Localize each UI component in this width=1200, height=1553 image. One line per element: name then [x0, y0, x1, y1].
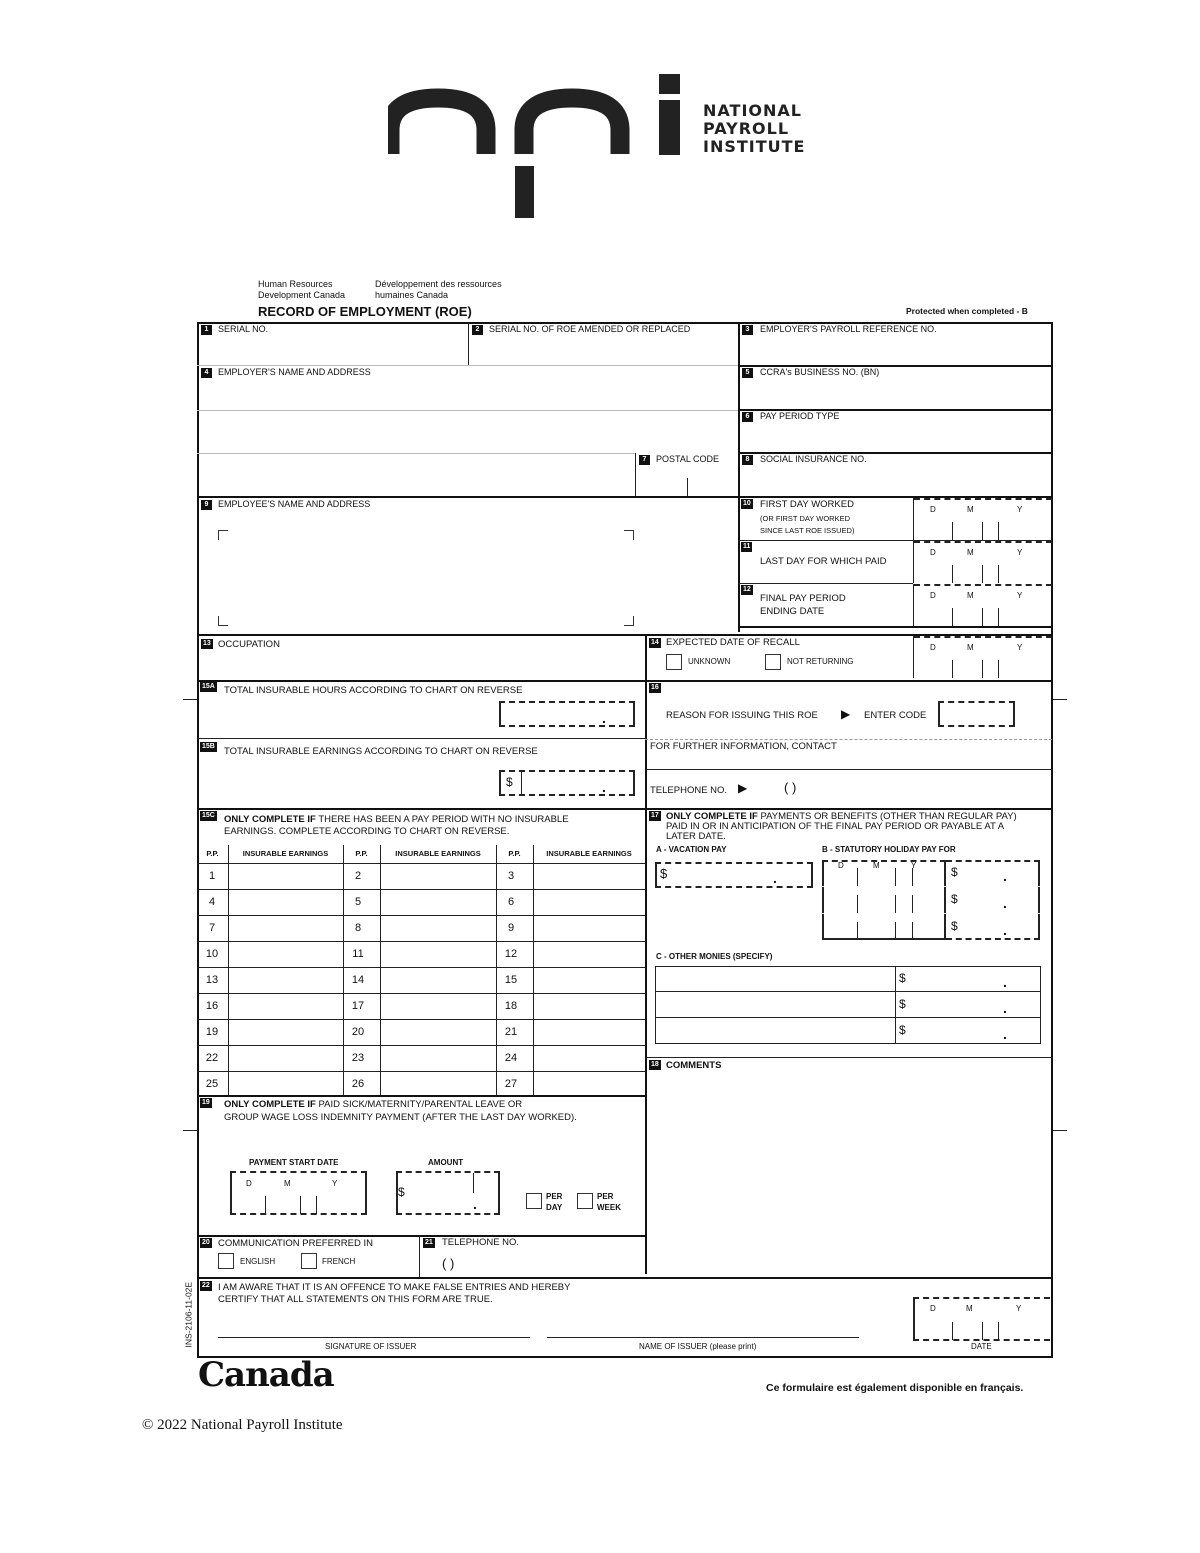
pp-header-2: P.P.: [355, 849, 368, 858]
expected-recall-date-y: Y: [1017, 643, 1023, 652]
last-day-paid-dash-top: [914, 541, 1052, 543]
field-13-label: OCCUPATION: [218, 639, 280, 650]
comments-input[interactable]: [650, 1075, 1048, 1271]
pp-number: 20: [351, 1026, 365, 1038]
holiday-decimal-2: .: [1003, 922, 1007, 938]
per-week-checkbox[interactable]: [577, 1193, 593, 1209]
telephone-label: TELEPHONE NO.: [650, 785, 728, 796]
pp-earnings-cell[interactable]: [228, 941, 343, 967]
insurable-hours-box[interactable]: [499, 701, 635, 727]
first-day-worked-date-d: D: [930, 505, 936, 514]
pp-earnings-cell[interactable]: [380, 1019, 496, 1045]
pp-earnings-cell[interactable]: [533, 1071, 645, 1097]
other-monies-currency-2: $: [899, 1023, 906, 1037]
telephone-parens[interactable]: ( ): [784, 780, 797, 795]
field-11-num: 11: [743, 543, 751, 550]
issue-date-y: Y: [1016, 1304, 1022, 1313]
field-15c-rest: THERE HAS BEEN A PAY PERIOD WITH NO INSURABLE: [315, 814, 569, 825]
pp-earnings-cell[interactable]: [228, 863, 343, 889]
field-18-num: 18: [651, 1061, 659, 1068]
dept-en-line1: Human Resources: [258, 279, 333, 289]
final-pay-period-date-y: Y: [1017, 591, 1023, 600]
pp-earnings-cell[interactable]: [228, 889, 343, 915]
field-14-num: 14: [651, 639, 659, 646]
pp-col-line-1: [343, 845, 344, 1097]
english-label: ENGLISH: [240, 1257, 276, 1266]
field-22-line2: CERTIFY THAT ALL STATEMENTS ON THIS FORM ARE TRUE.: [218, 1294, 493, 1305]
field-1-num: 1: [201, 325, 212, 335]
first-day-worked-date-y: Y: [1017, 505, 1023, 514]
final-pay-period-dash-top: [914, 584, 1052, 586]
brand-name: [703, 102, 805, 156]
pp-earnings-cell[interactable]: [228, 915, 343, 941]
pp-earnings-cell[interactable]: [228, 1071, 343, 1097]
pp-earnings-cell[interactable]: [228, 993, 343, 1019]
amount-decimal: .: [473, 1196, 477, 1212]
pp-earnings-cell[interactable]: [228, 1045, 343, 1071]
dept-en-line2: Development Canada: [258, 290, 346, 300]
recall-unknown-label: UNKNOWN: [688, 657, 731, 666]
field-10-label: FIRST DAY WORKED: [760, 499, 854, 510]
other-monies-currency-1: $: [899, 997, 906, 1011]
pp-number: 12: [504, 948, 518, 960]
field-6-label: PAY PERIOD TYPE: [760, 411, 840, 421]
pp-number: 6: [507, 896, 515, 908]
expected-recall-dash-top: [914, 636, 1052, 638]
other-monies-row-1[interactable]: [655, 992, 1041, 1018]
pp-number: 14: [351, 974, 365, 986]
pp-number: 16: [205, 1000, 219, 1012]
field-22-num: 22: [202, 1282, 210, 1289]
pp-number: 24: [504, 1052, 518, 1064]
last-day-paid-tick2: [982, 565, 983, 583]
pp-number: 8: [354, 922, 362, 934]
field-5-label: CCRA's BUSINESS NO. (BN): [760, 367, 880, 377]
last-day-paid-date-d: D: [930, 548, 936, 557]
final-pay-period-tick3: [998, 608, 999, 626]
holiday-date-box-1[interactable]: [822, 887, 946, 913]
earnings-currency: $: [506, 775, 513, 789]
field-8-label: SOCIAL INSURANCE NO.: [760, 454, 867, 464]
field-4-num: 4: [201, 368, 212, 378]
first-day-worked-date-m: M: [967, 505, 974, 514]
pp-earnings-cell[interactable]: [380, 889, 496, 915]
field-19-bold: ONLY COMPLETE IF: [224, 1099, 316, 1110]
final-pay-period-tick2: [982, 608, 983, 626]
field-17-rest: PAYMENTS OR BENEFITS (OTHER THAN REGULAR PAY): [757, 811, 1017, 822]
pp-number: 23: [351, 1052, 365, 1064]
form-title: RECORD OF EMPLOYMENT (ROE): [258, 304, 472, 319]
first-day-worked-date-box[interactable]: [913, 498, 1052, 540]
field-15c-label: [224, 815, 569, 825]
holiday-tick: [912, 922, 913, 940]
field-19-label: [224, 1100, 522, 1110]
form-code: INS-2106-11-02E: [183, 1281, 194, 1348]
field-10-sub2: SINCE LAST ROE ISSUED): [760, 526, 855, 535]
other-monies-decimal-0: .: [1003, 974, 1007, 990]
holiday-date-box-2[interactable]: [822, 914, 946, 940]
issuer-name-line[interactable]: [547, 1337, 859, 1338]
payment-start-label: PAYMENT START DATE: [249, 1158, 339, 1167]
pp-earnings-cell[interactable]: [380, 993, 496, 1019]
pp-number: 4: [208, 896, 216, 908]
pp-number: 18: [504, 1000, 518, 1012]
serial-amended-input[interactable]: [470, 338, 736, 364]
protected-note: Protected when completed - B: [906, 306, 1028, 316]
field-21-num: 21: [425, 1239, 433, 1246]
pp-number: 13: [205, 974, 219, 986]
pp-number: 5: [354, 896, 362, 908]
pp-earnings-cell[interactable]: [380, 941, 496, 967]
pp-earnings-cell[interactable]: [380, 1071, 496, 1097]
field-14-label: EXPECTED DATE OF RECALL: [666, 637, 800, 648]
recall-not-returning-label: NOT RETURNING: [787, 657, 854, 666]
pp-earnings-cell[interactable]: [533, 993, 645, 1019]
copyright: © 2022 National Payroll Institute: [142, 1417, 343, 1433]
occupation-input[interactable]: [200, 652, 640, 678]
per-week-label2: WEEK: [597, 1203, 621, 1212]
other-monies-divider: [895, 992, 896, 1018]
reason-label: REASON FOR ISSUING THIS ROE: [666, 710, 818, 721]
field-12-num: 12: [743, 586, 751, 593]
reason-arrow: ▶: [841, 707, 851, 721]
field-17-line3: LATER DATE.: [666, 831, 726, 842]
pp-header-5: INSURABLE EARNINGS: [546, 849, 632, 858]
pp-earnings-cell[interactable]: [380, 1045, 496, 1071]
field-18-label: COMMENTS: [666, 1060, 722, 1071]
holiday-m: M: [873, 861, 880, 870]
last-day-paid-tick1: [952, 565, 953, 583]
first-day-worked-dash-top: [914, 498, 1052, 500]
pp-earnings-cell[interactable]: [533, 1045, 645, 1071]
french-label: FRENCH: [322, 1257, 356, 1266]
holiday-decimal-0: .: [1003, 868, 1007, 884]
english-checkbox[interactable]: [218, 1253, 234, 1269]
other-monies-decimal-2: .: [1003, 1026, 1007, 1042]
serial-no-input[interactable]: [200, 338, 466, 364]
pp-number: 19: [205, 1026, 219, 1038]
dept-fr-line1: Développement des ressources: [375, 279, 502, 289]
hours-decimal: .: [602, 710, 606, 726]
field-21-label: TELEPHONE NO.: [442, 1237, 520, 1248]
payment-start-date-box[interactable]: [230, 1171, 367, 1215]
amount-currency: $: [398, 1185, 405, 1199]
field-15b-label: TOTAL INSURABLE EARNINGS ACCORDING TO CHART ON REVERSE: [224, 746, 538, 757]
holiday-amount-box-2[interactable]: [946, 914, 1040, 940]
npi-logo: [388, 74, 688, 220]
signature-line[interactable]: [218, 1337, 530, 1338]
other-monies-divider: [895, 1018, 896, 1044]
start-date-d: D: [246, 1179, 252, 1188]
holiday-currency-0: $: [951, 865, 958, 879]
pp-number: 1: [208, 870, 216, 882]
field-22-line1: I AM AWARE THAT IT IS AN OFFENCE TO MAKE FALSE ENTRIES AND HEREBY: [218, 1282, 571, 1293]
pp-number: 9: [507, 922, 515, 934]
issue-date-m: M: [966, 1304, 973, 1313]
per-week-label1: PER: [597, 1192, 614, 1201]
holiday-currency-2: $: [951, 919, 958, 933]
amount-box[interactable]: [396, 1171, 500, 1215]
pp-header-1: INSURABLE EARNINGS: [242, 849, 329, 858]
other-monies-decimal-1: .: [1003, 1000, 1007, 1016]
field-17-num: 17: [651, 812, 659, 819]
pp-earnings-cell[interactable]: [228, 967, 343, 993]
pp-earnings-cell[interactable]: [533, 889, 645, 915]
issuer-name-label: NAME OF ISSUER (please print): [639, 1342, 757, 1351]
holiday-currency-1: $: [951, 892, 958, 906]
pp-earnings-cell[interactable]: [380, 863, 496, 889]
brand-name-line1: NATIONAL: [703, 101, 802, 120]
field-19-rest: PAID SICK/MATERNITY/PARENTAL LEAVE OR: [315, 1099, 523, 1110]
last-day-paid-tick3: [998, 565, 999, 583]
holiday-d: D: [838, 861, 844, 870]
final-pay-period-date-m: M: [967, 591, 974, 600]
telephone-arrow: ▶: [738, 781, 748, 795]
vacation-pay-label: A - VACATION PAY: [656, 845, 727, 854]
expected-recall-tick3: [998, 660, 999, 678]
recall-unknown-checkbox[interactable]: [666, 654, 682, 670]
field-3-label: EMPLOYER'S PAYROLL REFERENCE NO.: [760, 324, 937, 334]
field-2-num: 2: [472, 325, 483, 335]
vacation-pay-box[interactable]: [655, 862, 813, 888]
field-4-label: EMPLOYER'S NAME AND ADDRESS: [218, 367, 371, 377]
final-pay-period-tick1: [952, 608, 953, 626]
first-day-worked-tick1: [952, 522, 953, 540]
pp-number: 25: [205, 1078, 219, 1090]
french-availability-note: Ce formulaire est également disponible en français.: [766, 1382, 1024, 1394]
field-15a-num: 15A: [202, 683, 215, 690]
field-1-label: SERIAL NO.: [218, 324, 269, 334]
pp-number: 17: [351, 1000, 365, 1012]
pp-earnings-cell[interactable]: [533, 863, 645, 889]
field-3-num: 3: [742, 325, 753, 335]
first-day-worked-tick3: [998, 522, 999, 540]
dept-fr-line2: humaines Canada: [375, 290, 449, 300]
per-day-checkbox[interactable]: [526, 1193, 542, 1209]
pp-number: 27: [504, 1078, 518, 1090]
field-5-num: 5: [742, 368, 753, 378]
per-day-label1: PER: [546, 1192, 563, 1201]
field-8-num: 8: [742, 455, 753, 465]
pp-number: 7: [208, 922, 216, 934]
recall-not-returning-checkbox[interactable]: [765, 654, 781, 670]
enter-code-label: ENTER CODE: [864, 710, 927, 721]
pp-number: 15: [504, 974, 518, 986]
pp-header-4: P.P.: [508, 849, 521, 858]
other-monies-currency-0: $: [899, 971, 906, 985]
holiday-tick: [857, 868, 858, 886]
last-day-paid-date-y: Y: [1017, 548, 1023, 557]
signature-label: SIGNATURE OF ISSUER: [325, 1342, 417, 1351]
pp-header-0: P.P.: [206, 849, 219, 858]
other-monies-row-2[interactable]: [655, 1018, 1041, 1044]
field-11-label: LAST DAY FOR WHICH PAID: [760, 556, 887, 567]
field-16-num: 16: [651, 684, 659, 691]
pp-number: 22: [205, 1052, 219, 1064]
field-20-label: COMMUNICATION PREFERRED IN: [218, 1238, 373, 1249]
field-17-line2: PAID IN OR IN ANTICIPATION OF THE FINAL PAY PERIOD OR PAYABLE AT A: [666, 821, 1005, 832]
field-20-num: 20: [202, 1239, 210, 1246]
final-pay-period-date-d: D: [930, 591, 936, 600]
other-monies-divider: [895, 966, 896, 992]
field-17-bold: ONLY COMPLETE IF: [666, 811, 758, 822]
expected-recall-tick2: [982, 660, 983, 678]
pp-earnings-cell[interactable]: [533, 941, 645, 967]
start-date-m: M: [284, 1179, 291, 1188]
holiday-tick: [895, 868, 896, 886]
holiday-decimal-1: .: [1003, 895, 1007, 911]
holiday-tick: [857, 922, 858, 940]
field-2-label: SERIAL NO. OF ROE AMENDED OR REPLACED: [489, 324, 691, 334]
pp-earnings-cell[interactable]: [380, 915, 496, 941]
pp-earnings-cell[interactable]: [228, 1019, 343, 1045]
expected-recall-date-m: M: [967, 643, 974, 652]
other-monies-row-0[interactable]: [655, 966, 1041, 992]
holiday-amount-box-1[interactable]: [946, 887, 1040, 913]
pp-number: 11: [352, 948, 364, 960]
expected-recall-tick1: [952, 660, 953, 678]
other-monies-label: C - OTHER MONIES (SPECIFY): [656, 952, 773, 961]
field-9-label: EMPLOYEE'S NAME AND ADDRESS: [218, 499, 371, 509]
expected-recall-date-d: D: [930, 643, 936, 652]
french-checkbox[interactable]: [301, 1253, 317, 1269]
earnings-decimal: .: [602, 779, 606, 795]
pp-earnings-cell[interactable]: [380, 967, 496, 993]
holiday-tick: [895, 895, 896, 913]
vacation-decimal: .: [773, 870, 777, 886]
per-day-label2: DAY: [546, 1203, 563, 1212]
employee-address-input[interactable]: [216, 528, 636, 628]
reason-code-box[interactable]: [938, 701, 1015, 727]
field-10-sub1: (OR FIRST DAY WORKED: [760, 514, 851, 523]
pp-number: 10: [205, 948, 219, 960]
vacation-currency: $: [660, 866, 668, 881]
field-19-line2: GROUP WAGE LOSS INDEMNITY PAYMENT (AFTER THE LAST DAY WORKED).: [224, 1112, 577, 1123]
field-7-label: POSTAL CODE: [656, 454, 720, 464]
field-15c-line2: EARNINGS. COMPLETE ACCORDING TO CHART ON REVERSE.: [224, 826, 510, 837]
first-day-worked-tick2: [982, 522, 983, 540]
holiday-y: Y: [911, 861, 917, 870]
contact-label: FOR FURTHER INFORMATION, CONTACT: [650, 741, 837, 752]
holiday-pay-label: B - STATUTORY HOLIDAY PAY FOR: [822, 845, 956, 854]
employer-address-input[interactable]: [200, 381, 735, 491]
pp-header-3: INSURABLE EARNINGS: [395, 849, 481, 858]
phone-parens[interactable]: ( ): [442, 1256, 455, 1271]
field-15a-label: TOTAL INSURABLE HOURS ACCORDING TO CHART ON REVERSE: [224, 685, 523, 696]
holiday-amount-box-0[interactable]: [946, 860, 1040, 886]
pp-earnings-cell[interactable]: [533, 967, 645, 993]
insurable-earnings-box[interactable]: [499, 770, 635, 796]
field-13-num: 13: [203, 640, 211, 647]
pp-col-line-3: [496, 845, 497, 1097]
field-7-num: 7: [639, 455, 650, 465]
amount-label: AMOUNT: [428, 1158, 464, 1167]
field-9-num: 9: [201, 500, 212, 510]
last-day-paid-date-m: M: [967, 548, 974, 557]
field-15b-num: 15B: [202, 743, 215, 750]
pp-earnings-cell[interactable]: [533, 915, 645, 941]
pp-number: 3: [507, 870, 515, 882]
date-label: DATE: [971, 1342, 992, 1351]
pp-number: 26: [351, 1078, 365, 1090]
pp-number: 2: [354, 870, 362, 882]
field-12-label2: ENDING DATE: [760, 606, 825, 617]
npi-logo-mark: [388, 74, 688, 220]
holiday-tick: [857, 895, 858, 913]
pp-number: 21: [504, 1026, 518, 1038]
field-10-num: 10: [743, 500, 751, 507]
issue-date-d: D: [930, 1304, 936, 1313]
holiday-tick: [912, 895, 913, 913]
field-6-num: 6: [742, 412, 753, 422]
pp-earnings-cell[interactable]: [533, 1019, 645, 1045]
last-day-paid-date-box[interactable]: [913, 541, 1052, 583]
canada-wordmark: Canada: [198, 1355, 334, 1395]
expected-recall-date-box[interactable]: [913, 636, 1052, 678]
holiday-tick: [895, 922, 896, 940]
field-15c-bold: ONLY COMPLETE IF: [224, 814, 316, 825]
field-19-num: 19: [202, 1099, 210, 1106]
payroll-ref-input[interactable]: [741, 338, 1049, 364]
brand-name-line3: INSTITUTE: [703, 137, 806, 156]
field-15c-num: 15C: [202, 812, 215, 819]
start-date-y: Y: [332, 1179, 338, 1188]
field-12-label1: FINAL PAY PERIOD: [760, 593, 846, 604]
brand-name-line2: PAYROLL: [703, 119, 790, 138]
final-pay-period-date-box[interactable]: [913, 584, 1052, 626]
